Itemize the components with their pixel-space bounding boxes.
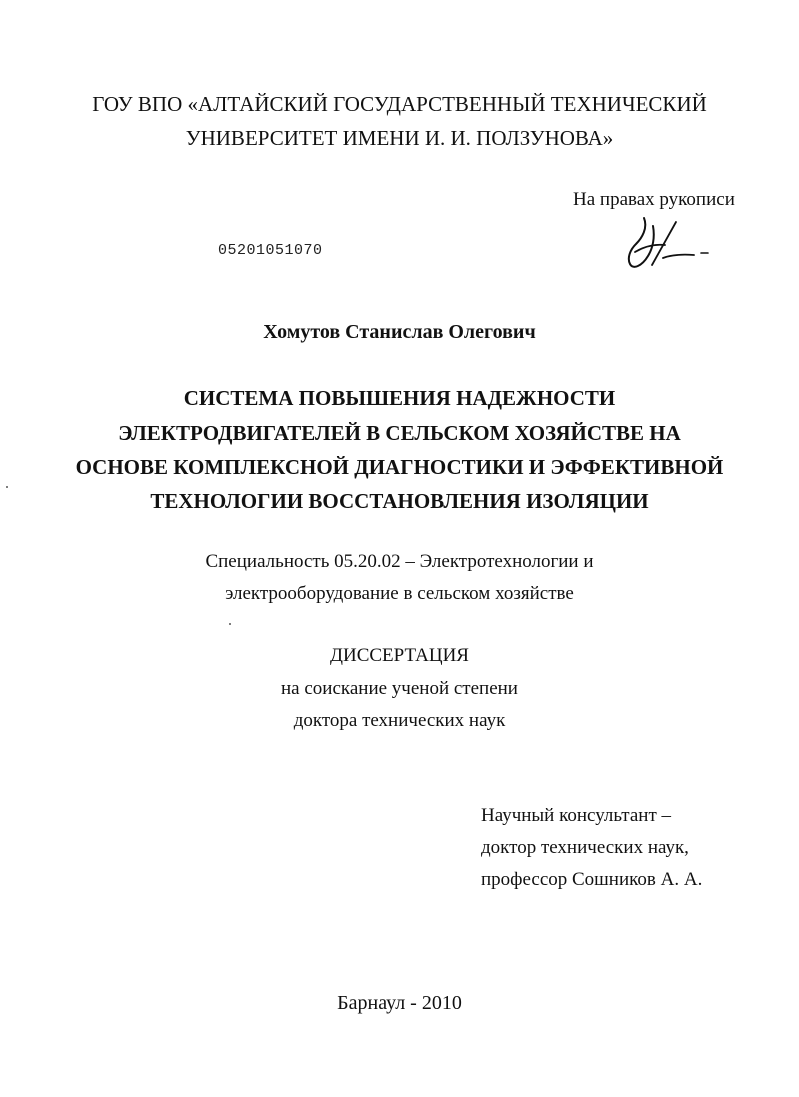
scan-speck <box>6 486 8 488</box>
dissertation-heading: ДИССЕРТАЦИЯ <box>330 645 469 666</box>
manuscript-rights-note: На правах рукописи <box>573 189 735 210</box>
title-line-2: ЭЛЕКТРОДВИГАТЕЛЕЙ В СЕЛЬСКОМ ХОЗЯЙСТВЕ НА <box>118 421 681 445</box>
specialty-line-1: Специальность 05.20.02 – Электротехнологии и <box>205 551 594 572</box>
consultant-line-2: доктор технических наук, <box>481 837 689 858</box>
dissertation-degree-line-2: доктора технических наук <box>293 710 506 731</box>
signature-icon <box>620 210 712 278</box>
organization-line-2: УНИВЕРСИТЕТ ИМЕНИ И. И. ПОЛЗУНОВА» <box>185 126 614 150</box>
consultant-line-1: Научный консультант – <box>481 805 671 826</box>
organization-line-1: ГОУ ВПО «АЛТАЙСКИЙ ГОСУДАРСТВЕННЫЙ ТЕХНИЧЕСКИЙ <box>92 92 707 116</box>
title-line-3: ОСНОВЕ КОМПЛЕКСНОЙ ДИАГНОСТИКИ И ЭФФЕКТИВНОЙ <box>75 455 724 479</box>
city-year: Барнаул - 2010 <box>337 992 462 1014</box>
consultant-line-3: профессор Сошников А. А. <box>481 869 703 890</box>
title-line-1: СИСТЕМА ПОВЫШЕНИЯ НАДЕЖНОСТИ <box>183 386 616 410</box>
scan-speck <box>229 623 231 625</box>
specialty-line-2: электрооборудование в сельском хозяйстве <box>225 583 574 604</box>
archive-code: 05201051070 <box>218 242 323 259</box>
title-line-4: ТЕХНОЛОГИИ ВОССТАНОВЛЕНИЯ ИЗОЛЯЦИИ <box>150 489 649 513</box>
author-name: Хомутов Станислав Олегович <box>263 321 536 343</box>
dissertation-degree-line-1: на соискание ученой степени <box>281 678 518 699</box>
